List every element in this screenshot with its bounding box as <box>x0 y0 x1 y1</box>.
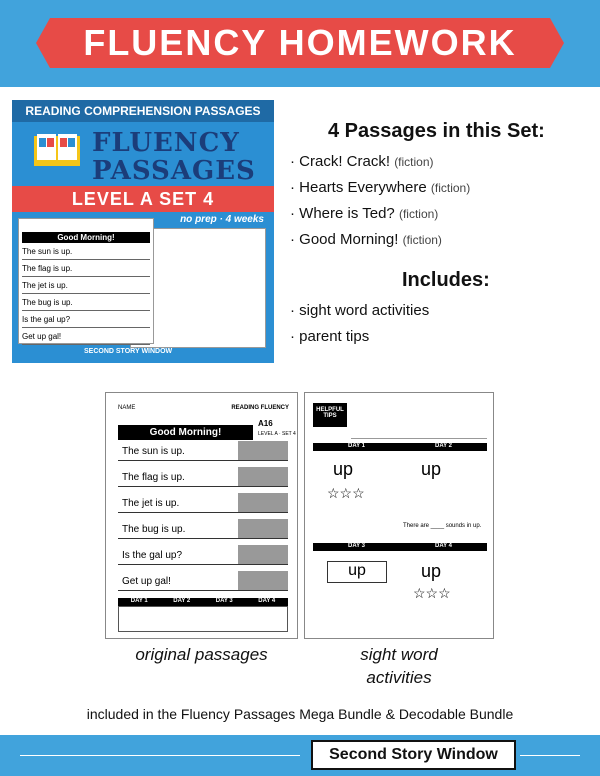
page-title: FLUENCY HOMEWORK <box>83 22 517 63</box>
day-boxes <box>118 606 288 632</box>
mini-passage-title: Good Morning! <box>22 232 150 243</box>
cover-image <box>12 100 274 363</box>
cover-title-line1: FLUENCY <box>92 128 240 158</box>
list-item: · Crack! Crack! (fiction) <box>290 153 434 170</box>
passages-caption: original passages <box>135 645 268 664</box>
sight-word-box: up <box>327 561 387 583</box>
bundle-note: included in the Fluency Passages Mega Bundle & Decodable Bundle <box>86 706 514 722</box>
sample-passage-page <box>105 392 298 639</box>
includes-list <box>290 298 590 350</box>
includes-heading: Includes: <box>402 269 490 291</box>
sight-word-caption-line2: activities <box>366 668 432 687</box>
mini-line: Get up gal! <box>22 328 150 345</box>
sight-word: up <box>333 459 354 479</box>
passage-line: The sun is up. <box>118 441 288 461</box>
cover-header: READING COMPREHENSION PASSAGES <box>12 100 274 122</box>
star-icon: ☆☆☆ <box>327 485 365 501</box>
sample-sight-word-page <box>304 392 494 639</box>
passage-level: LEVEL A · SET 4 <box>258 431 296 437</box>
cover-title-line2: PASSAGES <box>92 156 256 186</box>
passage-line: The jet is up. <box>118 493 288 513</box>
mini-passage-page <box>18 218 154 344</box>
day-header: DAY 1 DAY 2 <box>313 443 487 451</box>
star-icon: ☆☆☆ <box>413 585 451 601</box>
cover-brand: SECOND STORY WINDOW <box>84 348 173 355</box>
mini-line: The sun is up. <box>22 243 150 260</box>
name-label: NAME <box>118 405 136 411</box>
mini-line: Is the gal up? <box>22 311 150 328</box>
sound-sentence: There are ____ sounds in up. <box>403 523 482 529</box>
list-item: · sight word activities <box>290 302 430 319</box>
list-item: · Hearts Everywhere (fiction) <box>290 179 471 196</box>
brand-logo: Second Story Window <box>311 740 516 770</box>
set-details <box>290 120 590 350</box>
list-item: · parent tips <box>290 328 370 345</box>
sight-word-caption-line1: sight word <box>360 645 438 664</box>
open-book-icon <box>34 132 80 166</box>
sight-word: up <box>421 561 442 581</box>
cover-level: LEVEL A SET 4 <box>12 186 274 212</box>
day-header: DAY 3 DAY 4 <box>313 543 487 551</box>
day-header: DAY 1 DAY 2 DAY 3 DAY 4 <box>118 598 288 606</box>
mini-line: The bug is up. <box>22 294 150 311</box>
passage-line: The bug is up. <box>118 519 288 539</box>
passage-line: Get up gal! <box>118 571 288 591</box>
sight-word: up <box>421 459 442 479</box>
passage-line: The flag is up. <box>118 467 288 487</box>
helpful-tips-badge: HELPFUL TIPS <box>313 403 347 427</box>
tips-text <box>351 403 487 439</box>
passages-heading: 4 Passages in this Set: <box>328 120 545 142</box>
passage-code: A16 <box>258 419 273 428</box>
cover-tagline: no prep · 4 weeks <box>180 214 264 225</box>
mini-line: The jet is up. <box>22 277 150 294</box>
passage-title: Good Morning! <box>118 425 253 440</box>
list-item: · Good Morning! (fiction) <box>290 231 442 248</box>
title-ribbon <box>50 18 550 68</box>
fluency-badge: READING FLUENCY <box>231 405 289 411</box>
list-item: · Where is Ted? (fiction) <box>290 205 439 222</box>
passage-list <box>290 149 590 253</box>
passage-line: Is the gal up? <box>118 545 288 565</box>
top-band <box>0 0 600 87</box>
mini-line: The flag is up. <box>22 260 150 277</box>
